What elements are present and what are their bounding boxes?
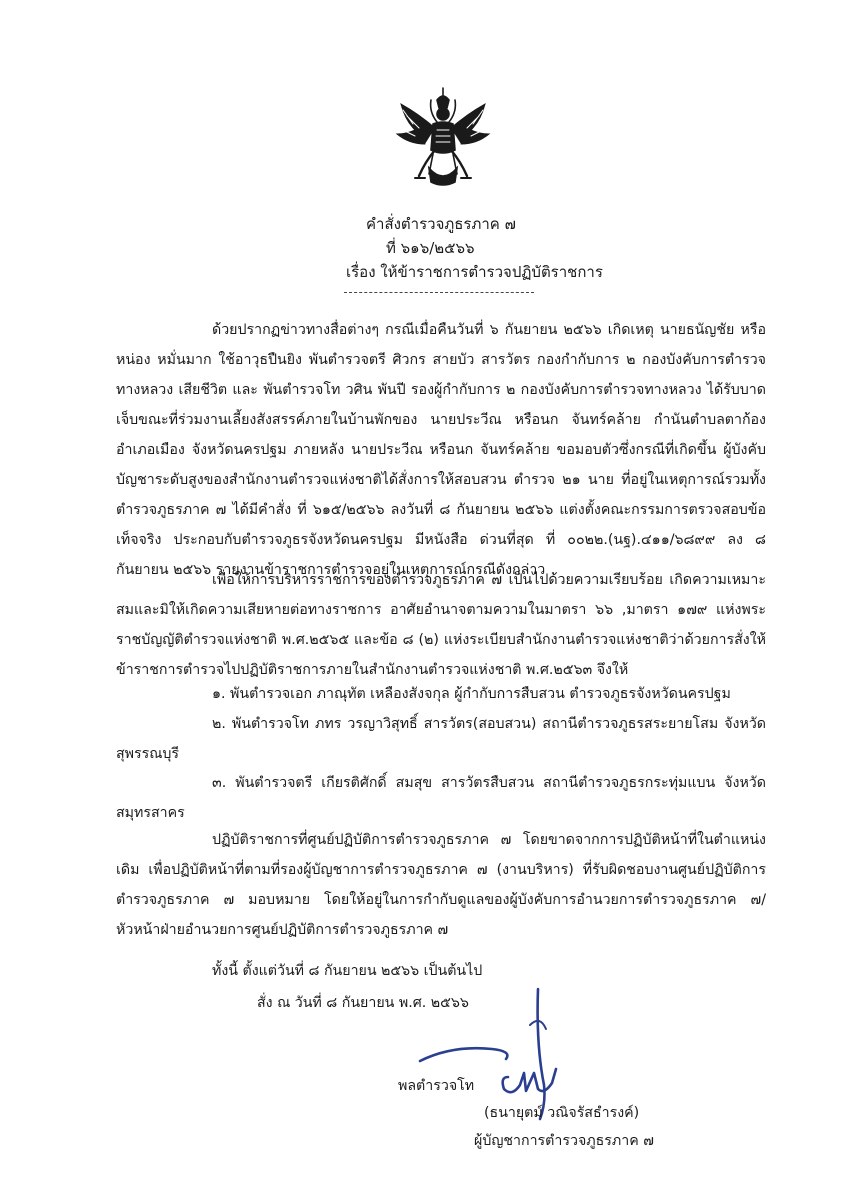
effective-date: ทั้งนี้ ตั้งแต่วันที่ ๘ กันยายน ๒๕๖๖ เป็นต้นไป [212,963,483,979]
order-title: คำสั่งตำรวจภูธรภาค ๗ [366,215,516,233]
signatory-position: ผู้บัญชาการตำรวจภูธรภาค ๗ [474,1133,654,1149]
order-number: ที่ ๖๑๖/๒๕๖๖ [386,239,475,257]
signatory-rank: พลตำรวจโท [398,1078,475,1094]
paragraph-authority: เพื่อให้การบริหารราชการของตำรวจภูธรภาค ๗ เป็นไปด้วยความเรียบร้อย เกิดความเหมาะสมและมิให้เกิดความเสียหายต่อทางราชการ อาศัยอำนาจตามความในมาตรา ๖๖ ,มาตรา ๑๗๙ แห่งพระราชบัญญัติตำรวจแห่งชาติ พ.ศ.๒๕๖๕ และข้อ ๘ (๒) แห่งระเบียบสำนักงานตำรวจแห่งชาติว่าด้วยการสั่งให้ข้าราชการตำรวจไปปฏิบัติราชการภายในสำนักงานตำรวจแห่งชาติ พ.ศ.๒๕๖๓ จึงให้ [116,572,766,678]
paragraph-assignment: ปฏิบัติราชการที่ศูนย์ปฏิบัติการตำรวจภูธรภาค ๗ โดยขาดจากการปฏิบัติหน้าที่ในตำแหน่งเดิม เพื่อปฏิบัติหน้าที่ตามที่รองผู้บัญชาการตำรวจภูธรภาค ๗ (งานบริหาร) ที่รับผิดชอบงานศูนย์ปฏิบัติการตำรวจภูธรภาค ๗ มอบหมาย โดยให้อยู่ในการกำกับดูแลของผู้บังคับการอำนวยการตำรวจภูธรภาค ๗/หัวหน้าฝ่ายอำนวยการศูนย์ปฏิบัติการตำรวจภูธรภาค ๗ [116,832,766,938]
signatory-name: (ธนายุตม์ วณิจรัสธำรงค์) [484,1105,640,1121]
order-subject: เรื่อง ให้ข้าราชการตำรวจปฏิบัติราชการ [346,263,603,281]
garuda-emblem-icon [389,84,497,192]
header-divider [344,292,534,293]
paragraph-background: ด้วยปรากฏข่าวทางสื่อต่างๆ กรณีเมื่อคืนวันที่ ๖ กันยายน ๒๕๖๖ เกิดเหตุ นายธนัญชัย หรือ หน่อง หมั่นมาก ใช้อาวุธปืนยิง พันตำรวจตรี ศิวกร สายบัว สารวัตร กองกำกับการ ๒ กองบังคับการตำรวจทางหลวง เสียชีวิต และ พันตำรวจโท วศิน พันปี รองผู้กำกับการ ๒ กองบังคับการตำรวจทางหลวง ได้รับบาดเจ็บขณะที่ร่วมงานเลี้ยงสังสรรค์ภายในบ้านพักของ นายประวีณ หรือนก จันทร์คล้าย กำนันตำบลตาก้อง อำเภอเมือง จังหวัดนครปฐม ภายหลัง นายประวีณ หรือนก จันทร์คล้าย ขอมอบตัวซึ่งกรณีที่เกิดขึ้น ผู้บังคับบัญชาระดับสูงของสำนักงานตำรวจแห่งชาติได้สั่งการให้สอบสวน ตำรวจ ๒๑ นาย ที่อยู่ในเหตุการณ์รวมทั้ง ตำรวจภูธรภาค ๗ ได้มีคำสั่ง ที่ ๖๑๕/๒๕๖๖ ลงวันที่ ๘ กันยายน ๒๕๖๖ แต่งตั้งคณะกรรมการตรวจสอบข้อเท็จจริง ประกอบกับตำรวจภูธรจังหวัดนครปฐม มีหนังสือ ด่วนที่สุด ที่ ๐๐๒๒.(นฐ).๔๑๑/๖๘๙๙ ลง ๘ กันยายน ๒๕๖๖ รายงานข้าราชการตำรวจอยู่ในเหตุการณ์กรณีดังกล่าว [116,322,766,578]
list-item-2: ๒. พันตำรวจโท ภทร วรญาวิสุทธิ์ สารวัตร(สอบสวน) สถานีตำรวจภูธรสระยายโสม จังหวัดสุพรรณบุรี [116,716,766,762]
list-item-3: ๓. พันตำรวจตรี เกียรติศักดิ์ สมสุข สารวัตรสืบสวน สถานีตำรวจภูธรกระทุ่มแบน จังหวัดสมุทรสาคร [116,775,766,821]
list-item-1: ๑. พันตำรวจเอก ภาณุทัต เหลืองสังจกุล ผู้กำกับการสืบสวน ตำรวจภูธรจังหวัดนครปฐม [212,686,731,702]
ordered-date: สั่ง ณ วันที่ ๘ กันยายน พ.ศ. ๒๕๖๖ [257,995,469,1011]
